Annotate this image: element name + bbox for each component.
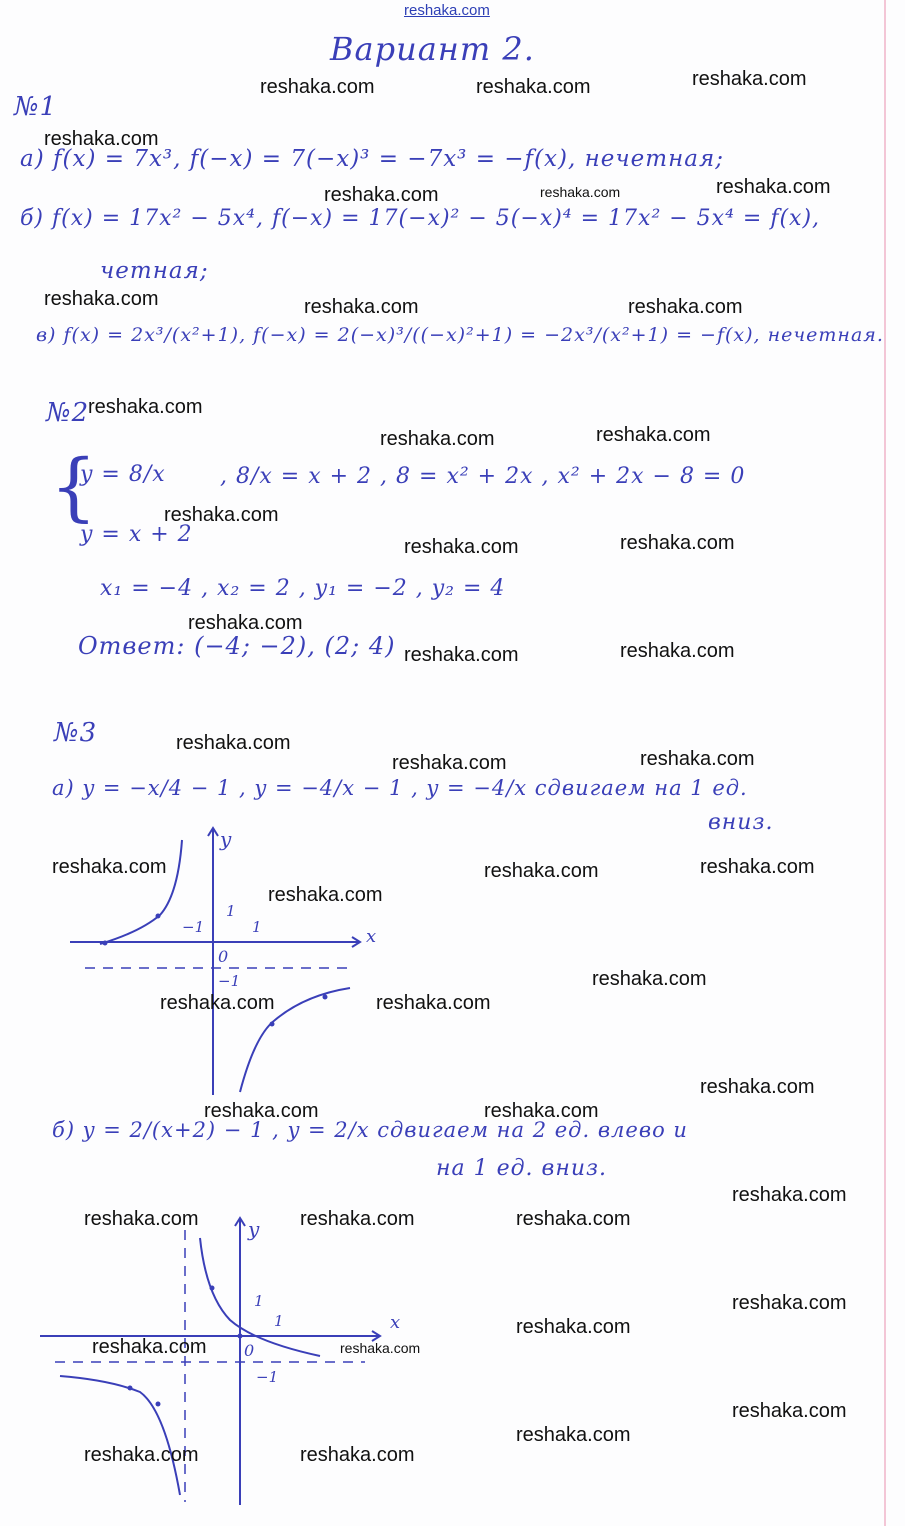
- watermark: reshaka.com: [540, 184, 621, 200]
- watermark: reshaka.com: [300, 1208, 415, 1230]
- watermark: reshaka.com: [628, 296, 743, 318]
- watermark: reshaka.com: [380, 428, 495, 450]
- graph-a-point: [156, 914, 161, 919]
- watermark: reshaka.com: [188, 612, 303, 634]
- task3-part-b-line2: на 1 ед. вниз.: [436, 1156, 607, 1181]
- task1-part-a: а) f(x) = 7x³, f(−x) = 7(−x)³ = −7x³ = −f(x), нечетная;: [20, 146, 724, 172]
- graph-a-tick-y-neg: −1: [218, 972, 241, 990]
- graph-b-tick-y-neg: −1: [256, 1368, 279, 1386]
- watermark: reshaka.com: [88, 396, 203, 418]
- watermark: reshaka.com: [44, 128, 159, 150]
- graph-a-tick-x-pos: 1: [252, 918, 262, 936]
- watermark: reshaka.com: [732, 1400, 847, 1422]
- watermark: reshaka.com: [620, 532, 735, 554]
- watermark: reshaka.com: [484, 860, 599, 882]
- task2-roots: x₁ = −4 , x₂ = 2 , y₁ = −2 , y₂ = 4: [100, 576, 506, 601]
- watermark: reshaka.com: [392, 752, 507, 774]
- watermark: reshaka.com: [484, 1100, 599, 1122]
- watermark: reshaka.com: [340, 1340, 421, 1356]
- task3-label: №3: [54, 718, 98, 748]
- watermark: reshaka.com: [404, 536, 519, 558]
- system-line1: y = 8/x: [80, 462, 166, 487]
- graph-b-point: [238, 1334, 243, 1339]
- task1-part-v: в) f(x) = 2x³/(x²+1), f(−x) = 2(−x)³/((−x)²+1) = −2x³/(x²+1) = −f(x), нечетная.: [36, 324, 884, 346]
- graph-a-tick-x-neg: −1: [182, 918, 205, 936]
- watermark: reshaka.com: [260, 76, 375, 98]
- watermark: reshaka.com: [700, 856, 815, 878]
- system-line2: y = x + 2: [80, 522, 193, 547]
- watermark: reshaka.com: [92, 1336, 207, 1358]
- watermark: reshaka.com: [176, 732, 291, 754]
- task3-part-b: б) y = 2/(x+2) − 1 , y = 2/x сдвигаем на 2 ед. влево и: [52, 1118, 688, 1142]
- watermark: reshaka.com: [596, 424, 711, 446]
- watermark: reshaka.com: [620, 640, 735, 662]
- graph-a-origin: 0: [218, 947, 229, 966]
- system-brace: {: [50, 444, 99, 530]
- watermark: reshaka.com: [732, 1184, 847, 1206]
- graph-a-label-x: x: [366, 926, 377, 947]
- watermark: reshaka.com: [84, 1208, 199, 1230]
- task2-answer: Ответ: (−4; −2), (2; 4): [78, 632, 396, 660]
- task3-part-a: а) y = −x/4 − 1 , y = −4/x − 1 , y = −4/x сдвигаем на 1 ед.: [52, 776, 748, 800]
- watermark: reshaka.com: [268, 884, 383, 906]
- watermark: reshaka.com: [44, 288, 159, 310]
- graph-b-branch-left: [60, 1376, 180, 1495]
- watermark: reshaka.com: [84, 1444, 199, 1466]
- graph-b-point: [128, 1386, 133, 1391]
- watermark: reshaka.com: [716, 176, 831, 198]
- task2-label: №2: [46, 398, 90, 428]
- graph-a-point: [323, 995, 328, 1000]
- graph-b-label-x: x: [390, 1312, 401, 1333]
- watermark: reshaka.com: [516, 1424, 631, 1446]
- watermark: reshaka.com: [160, 992, 275, 1014]
- watermark: reshaka.com: [516, 1208, 631, 1230]
- watermark: reshaka.com: [304, 296, 419, 318]
- task1-part-b-line2: четная;: [100, 258, 209, 284]
- graph-a-tick-y-pos: 1: [226, 902, 236, 920]
- watermark: reshaka.com: [300, 1444, 415, 1466]
- graph-b-point: [156, 1402, 161, 1407]
- watermark: reshaka.com: [692, 68, 807, 90]
- page-title: Вариант 2.: [330, 30, 535, 68]
- graph-b-tick-x-pos: 1: [274, 1312, 284, 1330]
- task1-part-b-line1: б) f(x) = 17x² − 5x⁴, f(−x) = 17(−x)² − 5(−x)⁴ = 17x² − 5x⁴ = f(x),: [20, 206, 821, 231]
- graph-a-point: [270, 1022, 275, 1027]
- task2-equations: , 8/x = x + 2 , 8 = x² + 2x , x² + 2x − 8 = 0: [220, 464, 746, 489]
- watermark: reshaka.com: [324, 184, 439, 206]
- graph-a-label-y: y: [220, 827, 232, 851]
- watermark: reshaka.com: [516, 1316, 631, 1338]
- watermark: reshaka.com: [732, 1292, 847, 1314]
- watermark: reshaka.com: [476, 76, 591, 98]
- task1-label: №1: [14, 92, 58, 122]
- graph-b-tick-y-pos: 1: [254, 1292, 264, 1310]
- margin-line: [884, 0, 886, 1526]
- watermark: reshaka.com: [640, 748, 755, 770]
- site-link[interactable]: reshaka.com: [404, 2, 490, 19]
- watermark: reshaka.com: [592, 968, 707, 990]
- graph-b-point: [210, 1286, 215, 1291]
- graph-a-point: [103, 941, 108, 946]
- graph-b-label-y: y: [248, 1217, 260, 1241]
- watermark: reshaka.com: [376, 992, 491, 1014]
- graph-b-origin: 0: [244, 1341, 255, 1360]
- watermark: reshaka.com: [700, 1076, 815, 1098]
- task3-part-a-line2: вниз.: [708, 810, 774, 835]
- watermark: reshaka.com: [204, 1100, 319, 1122]
- watermark: reshaka.com: [404, 644, 519, 666]
- watermark: reshaka.com: [52, 856, 167, 878]
- watermark: reshaka.com: [164, 504, 279, 526]
